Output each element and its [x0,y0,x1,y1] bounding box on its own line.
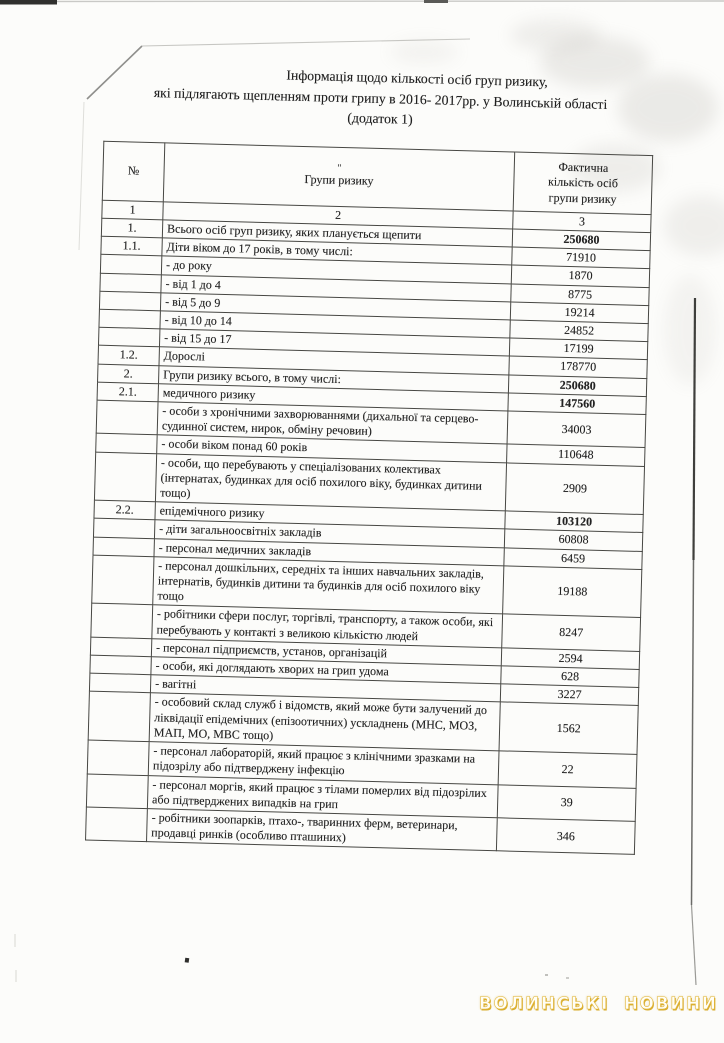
column-index-3: 3 [513,211,651,233]
row-value: 178770 [509,356,647,378]
row-number [100,273,161,293]
row-label: - від 5 до 9 [160,293,511,320]
row-label: - особи віком понад 60 років [157,435,508,462]
row-value: 250680 [509,375,647,397]
header-count-label: Фактична кількість осіб групи ризику [547,159,619,206]
header-group-column [163,143,515,211]
row-value: 2909 [505,463,644,515]
news-watermark: ВОЛИНСЬКІ НОВИНИ [479,994,718,1013]
row-label: - особи, які доглядають хворих на грип удома [151,657,502,684]
row-number [86,807,148,842]
row-number [100,255,161,275]
stray-quote-mark: " [337,163,342,175]
column-index-2: 2 [163,202,514,229]
row-label: Всього осіб груп ризику, яких планується щепити [162,220,513,247]
row-number [91,604,153,639]
scan-top-dash [424,0,448,3]
document-title [55,59,706,138]
row-number [93,537,154,557]
risk-table-body [86,218,651,854]
row-label: - від 1 до 4 [161,274,512,301]
row-label: - робітники зоопарків, птахо-, тваринних ферм, ветеринари, продавці ринків (особливо пташиних) [147,809,498,852]
row-value: 60808 [505,529,643,551]
row-number: 1.1. [101,236,162,256]
row-value: 110648 [507,444,645,466]
row-number [87,740,149,775]
row-value: 22 [498,751,637,788]
row-number [96,434,157,454]
row-value: 34003 [507,411,646,448]
header-count-column [513,152,652,215]
row-number [94,452,156,502]
row-label: - персонал дошкільних, середніх та інших навчальних закладів, інтернатів, будинків дитини та будинків для осіб похилого віку тощо [153,557,504,615]
row-number [99,309,160,329]
title-line-1: Інформація щодо кількості осіб груп ризику, [286,67,549,90]
row-number: 1.2. [98,346,159,366]
row-label: - особовий склад служб і відомств, який може бути залучений до ліквідації епідемічних (епізоотичних) ускладнень (МНС, МОЗ, МАП, МО, МВС тощо) [149,693,500,751]
row-value: 628 [501,666,639,688]
row-number [99,291,160,311]
row-value: 250680 [512,229,650,251]
column-index-1: 1 [102,200,163,220]
row-number: 2.1. [97,382,158,402]
row-number [89,673,150,693]
row-value: 39 [497,784,636,821]
row-value: 103120 [505,511,643,533]
row-value: 2594 [501,648,639,670]
row-value: 8775 [511,284,649,306]
row-label: Діти віком до 17 років, в тому числі: [162,238,513,265]
row-label: - вагітні [150,675,501,702]
row-number [98,327,159,347]
row-label: - персонал моргів, який працює з тілами померлих від підозрілих або підтверджених випадків на грип [147,775,498,818]
row-value: 346 [497,818,636,855]
header-number-column: № [102,141,165,202]
row-number [86,774,148,809]
row-value: 24852 [510,320,648,342]
header-group-label: Групи ризику [304,172,374,189]
row-number [92,555,154,605]
title-line-3: (додаток 1) [347,110,413,128]
row-value: 3227 [500,684,638,706]
row-label: - персонал лабораторій, який працює з клінічними зразками на підозрілу або підтверджену інфекцію [148,742,499,785]
row-label: - від 15 до 17 [159,329,510,356]
row-label: - персонал медичних закладів [154,538,505,565]
row-label: - особи з хронічними захворюваннями (дихальної та серцево-судинної систем, нирок, обміну речовин) [157,402,508,445]
row-value: 147560 [508,393,646,415]
row-number [96,400,158,435]
row-value: 1562 [499,702,638,754]
row-label: - діти загальноосвітніх закладів [154,520,505,547]
row-number: 2.2. [94,500,155,520]
row-number [88,692,150,742]
row-number: 2. [98,364,159,384]
title-line-2: які підлягають щепленням проти грипу в 2016- 2017рр. у Волинській області [153,84,608,112]
row-label: - особи, що перебувають у спеціалізованих колективах (інтернатах, будинках для осіб похилого віку, будинках дитини тощо) [155,453,506,511]
row-number: 1. [101,218,162,238]
row-label: - робітники сфери послуг, торгівлі, транспорту, а також особи, які перебувають у контакті з великою кількістю людей [152,605,503,648]
row-label: епідемічного ризику [155,502,506,529]
row-label: - від 10 до 14 [160,311,511,338]
row-number [90,655,151,675]
row-value: 6459 [504,548,642,570]
row-value: 19214 [510,302,648,324]
row-label: - до року [161,256,512,283]
row-value: 19188 [503,566,642,618]
row-label: - персонал підприємств, установ, організацій [151,639,502,666]
scan-top-edge-line [0,1,724,2]
row-value: 8247 [502,614,641,651]
row-value: 71910 [512,247,650,269]
risk-groups-table [85,141,653,855]
row-value: 17199 [510,338,648,360]
row-number [90,637,151,657]
row-value: 1870 [511,265,649,287]
row-label: Дорослі [159,347,510,374]
row-label: Групи ризику всього, в тому числі: [159,365,510,392]
row-label: медичного ризику [158,384,509,411]
row-number [93,519,154,539]
